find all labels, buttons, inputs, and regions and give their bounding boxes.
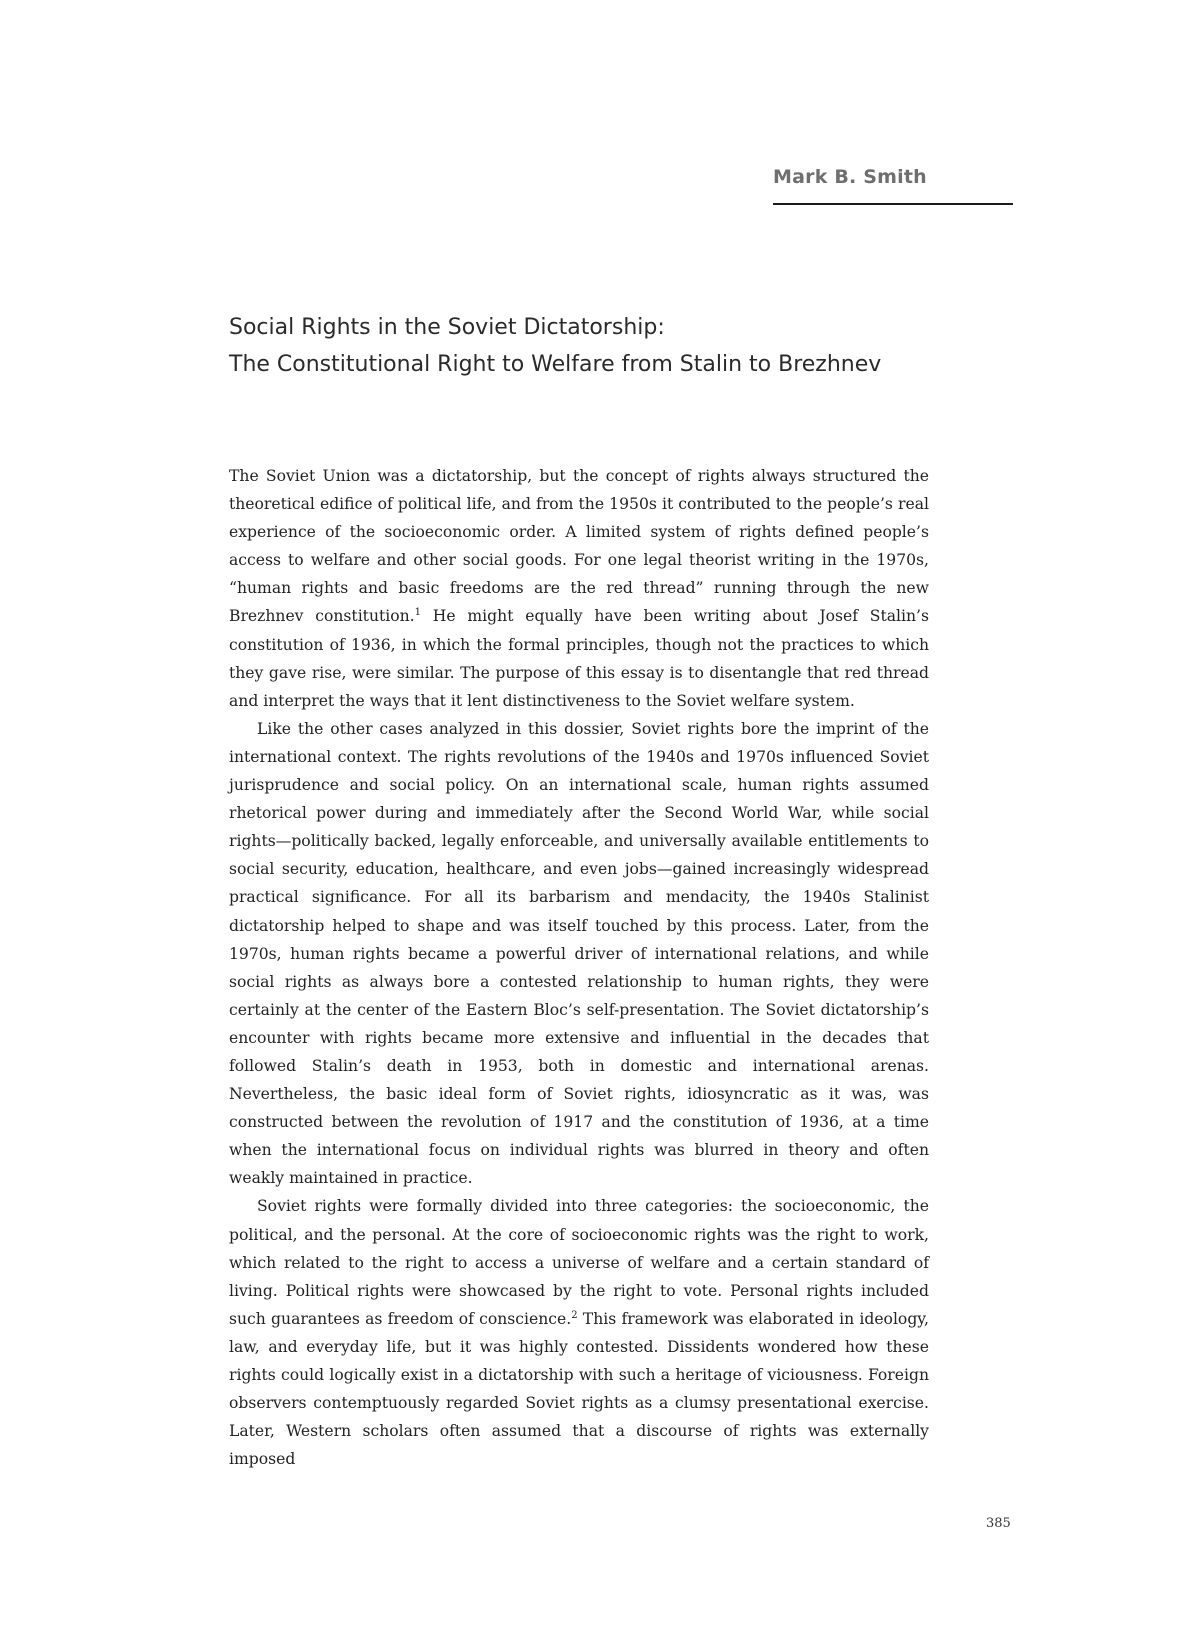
author-rule bbox=[773, 203, 1013, 205]
author-name: Mark B. Smith bbox=[773, 166, 927, 188]
paragraph-2: Like the other cases analyzed in this dossier, Soviet rights bore the imprint of the international context. The rights revolutions of the 1940s and 1970s influenced Soviet jurisprudence and social policy. On an international scale, human rights assumed rhetorical power during and immediately after the Second World War, while social rights—politically backed, legally enforceable, and universally available entitlements to social security, education, healthcare, and even jobs—gained increasingly widespread practical significance. For all its barbarism and mendacity, the 1940s Stalinist dictatorship helped to shape and was itself touched by this process. Later, from the 1970s, human rights became a powerful driver of international relations, and while social rights as always bore a contested relationship to human rights, they were certainly at the center of the Eastern Bloc’s self-presentation. The Soviet dictatorship’s encounter with rights became more extensive and influential in the decades that followed Stalin’s death in 1953, both in domestic and international arenas. Nevertheless, the basic ideal form of Soviet rights, idiosyncratic as it was, was constructed between the revolution of 1917 and the constitution of 1936, at a time when the international focus on individual rights was blurred in theory and often weakly maintained in practice. bbox=[229, 719, 929, 1188]
page-number: 385 bbox=[986, 1516, 1011, 1531]
article-body bbox=[229, 462, 929, 1473]
footnote-marker-1: 1 bbox=[414, 607, 422, 619]
paragraph-1-part-b: He might equally have been writing about Josef Stalin’s constitution of 1936, in which the formal principles, though not the practices to which they gave rise, were similar. The purpose of this essay is to disentangle that red thread and interpret the ways that it lent distinctiveness to the Soviet welfare system. bbox=[229, 607, 930, 710]
paragraph-3-part-a: Soviet rights were formally divided into three categories: the socioeconomic, the political, and the personal. At the core of socioeconomic rights was the right to work, which related to the right to access a universe of welfare and a certain standard of living. Political rights were showcased by the right to vote. Personal rights included such guarantees as freedom of conscience. bbox=[229, 1197, 929, 1328]
paragraph-3-part-b: This framework was elaborated in ideology, law, and everyday life, but it was highly contested. Dissidents wondered how these rights could logically exist in a dictatorship with such a heritage of viciousness. Foreign observers contemptuously regarded Soviet rights as a clumsy presentational exercise. Later, Western scholars often assumed that a discourse of rights was externally imposed bbox=[229, 1309, 930, 1469]
paragraph-3 bbox=[229, 1192, 929, 1473]
paragraph-1-part-a: The Soviet Union was a dictatorship, but the concept of rights always structured the theoretical edifice of political life, and from the 1950s it contributed to the people’s real experience of the socioeconomic order. A limited system of rights defined people’s access to welfare and other social goods. For one legal theorist writing in the 1970s, “human rights and basic freedoms are the red thread” running through the new Brezhnev constitution. bbox=[229, 467, 929, 626]
article-title bbox=[229, 309, 989, 383]
title-line-2: The Constitutional Right to Welfare from Stalin to Brezhnev bbox=[229, 352, 882, 377]
paragraph-1 bbox=[229, 462, 929, 715]
footnote-marker-2: 2 bbox=[571, 1309, 578, 1321]
title-line-1: Social Rights in the Soviet Dictatorship: bbox=[229, 315, 665, 340]
